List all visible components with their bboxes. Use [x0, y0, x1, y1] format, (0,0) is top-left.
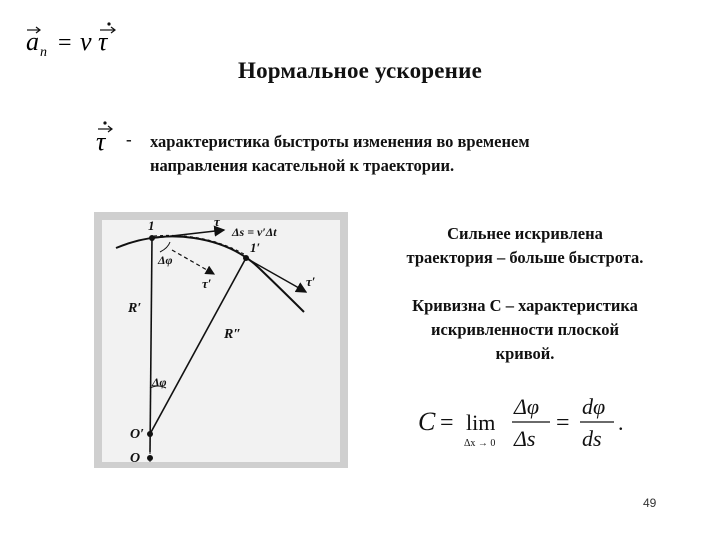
formula-num2: dφ [582, 394, 606, 419]
formula-c-equals: = [440, 410, 454, 436]
formula-c-letter: C [418, 407, 436, 436]
label-1: 1 [148, 218, 155, 233]
formula-curvature [414, 392, 644, 452]
label-r-prime: R′ [128, 301, 142, 316]
formula-den1: Δs [514, 426, 536, 451]
trajectory-figure [94, 212, 348, 468]
point-o [147, 455, 153, 461]
page-number: 49 [643, 496, 657, 510]
tau-dot-symbol [94, 118, 124, 158]
label-tau: τ [214, 214, 220, 229]
point-o-prime [147, 431, 153, 437]
page-title: Нормальное ускорение [238, 58, 482, 83]
label-tau-prime-left: τ′ [202, 276, 212, 291]
formula-v: v [80, 27, 92, 56]
label-ds: Δs = v′Δt [232, 225, 277, 239]
label-1-prime: 1′ [250, 240, 261, 255]
formula-period: . [618, 410, 624, 435]
label-r-double-prime: R″ [224, 327, 242, 342]
point-1-prime [243, 255, 249, 261]
definition-dash: - [126, 130, 132, 149]
paragraph1-line1: Сильнее искривлена [447, 224, 603, 243]
label-o: O [130, 451, 141, 466]
paragraph2-line2: искривленности плоской [430, 320, 619, 339]
label-dphi-top: Δφ [158, 253, 173, 267]
formula-subscript-n: n [40, 45, 47, 60]
formula-equals2: = [556, 410, 570, 436]
paragraph1-line2: траектория – больше быстрота. [406, 248, 644, 267]
formula-num1: Δφ [514, 394, 540, 419]
paragraph2-line1: Кривизна С – характеристика [412, 296, 638, 315]
formula-a: a [26, 27, 39, 56]
formula-tau: τ [98, 27, 108, 56]
tau-definition [150, 130, 650, 178]
point-1 [149, 235, 155, 241]
label-dphi-bottom: Δφ [152, 375, 167, 389]
tau-definition-line1: характеристика быстроты изменения во временем [150, 132, 530, 151]
tau-symbol-letter: τ [96, 127, 106, 156]
tau-definition-line2: направления касательной к траектории. [150, 156, 455, 175]
formula-lim-sub: Δx → 0 [464, 438, 496, 449]
label-tau-prime-right: τ′ [306, 274, 316, 289]
formula-lim: lim [466, 410, 496, 435]
formula-den2: ds [582, 426, 602, 451]
formula-equals: = [58, 30, 72, 56]
paragraph2-line3: кривой. [495, 344, 555, 363]
label-o-prime: O′ [130, 427, 145, 442]
